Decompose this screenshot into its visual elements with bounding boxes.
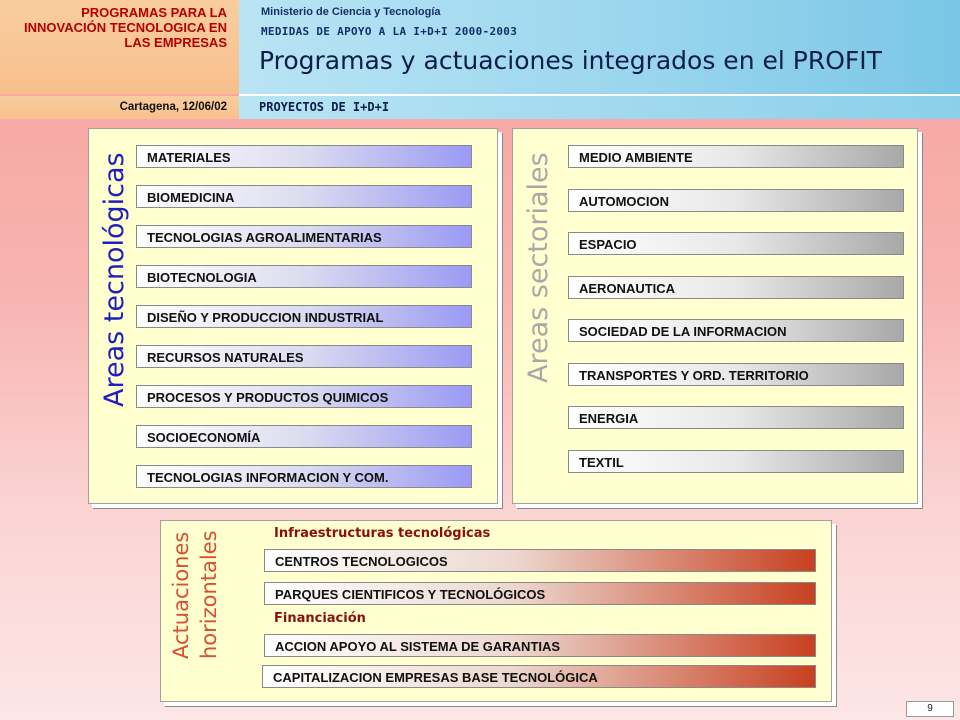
- area-sectorial-item: TRANSPORTES Y ORD. TERRITORIO: [568, 363, 904, 386]
- infraestructura-item: PARQUES CIENTIFICOS Y TECNOLÓGICOS: [264, 582, 816, 605]
- area-tecnologica-item: SOCIOECONOMÍA: [136, 425, 472, 448]
- areas-tecnologicas-label: Areas tecnológicas: [99, 152, 130, 407]
- actuaciones-label-line2: horizontales: [197, 530, 221, 659]
- infraestructura-item: CENTROS TECNOLOGICOS: [264, 549, 816, 572]
- area-sectorial-item: AERONAUTICA: [568, 276, 904, 299]
- section-title: PROYECTOS DE I+D+I: [259, 100, 390, 114]
- areas-sectoriales-label: Areas sectoriales: [523, 152, 554, 383]
- area-tecnologica-item: PROCESOS Y PRODUCTOS QUIMICOS: [136, 385, 472, 408]
- actuaciones-label-line1: Actuaciones: [169, 531, 193, 659]
- area-tecnologica-item: BIOTECNOLOGIA: [136, 265, 472, 288]
- page-number: 9: [906, 701, 954, 717]
- area-tecnologica-item: RECURSOS NATURALES: [136, 345, 472, 368]
- section-bar: [239, 96, 960, 119]
- financiacion-title: Financiación: [274, 611, 366, 626]
- area-tecnologica-item: TECNOLOGIAS AGROALIMENTARIAS: [136, 225, 472, 248]
- location-date: Cartagena, 12/06/02: [119, 101, 227, 113]
- area-sectorial-item: AUTOMOCION: [568, 189, 904, 212]
- area-tecnologica-item: TECNOLOGIAS INFORMACION Y COM.: [136, 465, 472, 488]
- area-sectorial-item: ESPACIO: [568, 232, 904, 255]
- area-tecnologica-item: MATERIALES: [136, 145, 472, 168]
- measures-title: MEDIDAS DE APOYO A LA I+D+I 2000-2003: [261, 25, 518, 38]
- header-banner: [239, 0, 960, 94]
- program-title: PROGRAMAS PARA LA INNOVACIÓN TECNOLOGICA EN LAS EMPRESAS: [24, 5, 227, 50]
- area-sectorial-item: TEXTIL: [568, 450, 904, 473]
- ministry-name: Ministerio de Ciencia y Tecnología: [261, 6, 441, 18]
- program-title-box: [0, 0, 239, 94]
- infraestructuras-title: Infraestructuras tecnológicas: [274, 526, 491, 541]
- financiacion-item: ACCION APOYO AL SISTEMA DE GARANTIAS: [264, 634, 816, 657]
- area-tecnologica-item: BIOMEDICINA: [136, 185, 472, 208]
- area-sectorial-item: SOCIEDAD DE LA INFORMACION: [568, 319, 904, 342]
- area-tecnologica-item: DISEÑO Y PRODUCCION INDUSTRIAL: [136, 305, 472, 328]
- financiacion-item: CAPITALIZACION EMPRESAS BASE TECNOLÓGICA: [262, 665, 816, 688]
- location-date-box: [0, 96, 239, 119]
- panel-areas-sectoriales: [512, 128, 918, 504]
- area-sectorial-item: MEDIO AMBIENTE: [568, 145, 904, 168]
- area-sectorial-item: ENERGIA: [568, 406, 904, 429]
- page-title: Programas y actuaciones integrados en el PROFIT: [259, 46, 882, 75]
